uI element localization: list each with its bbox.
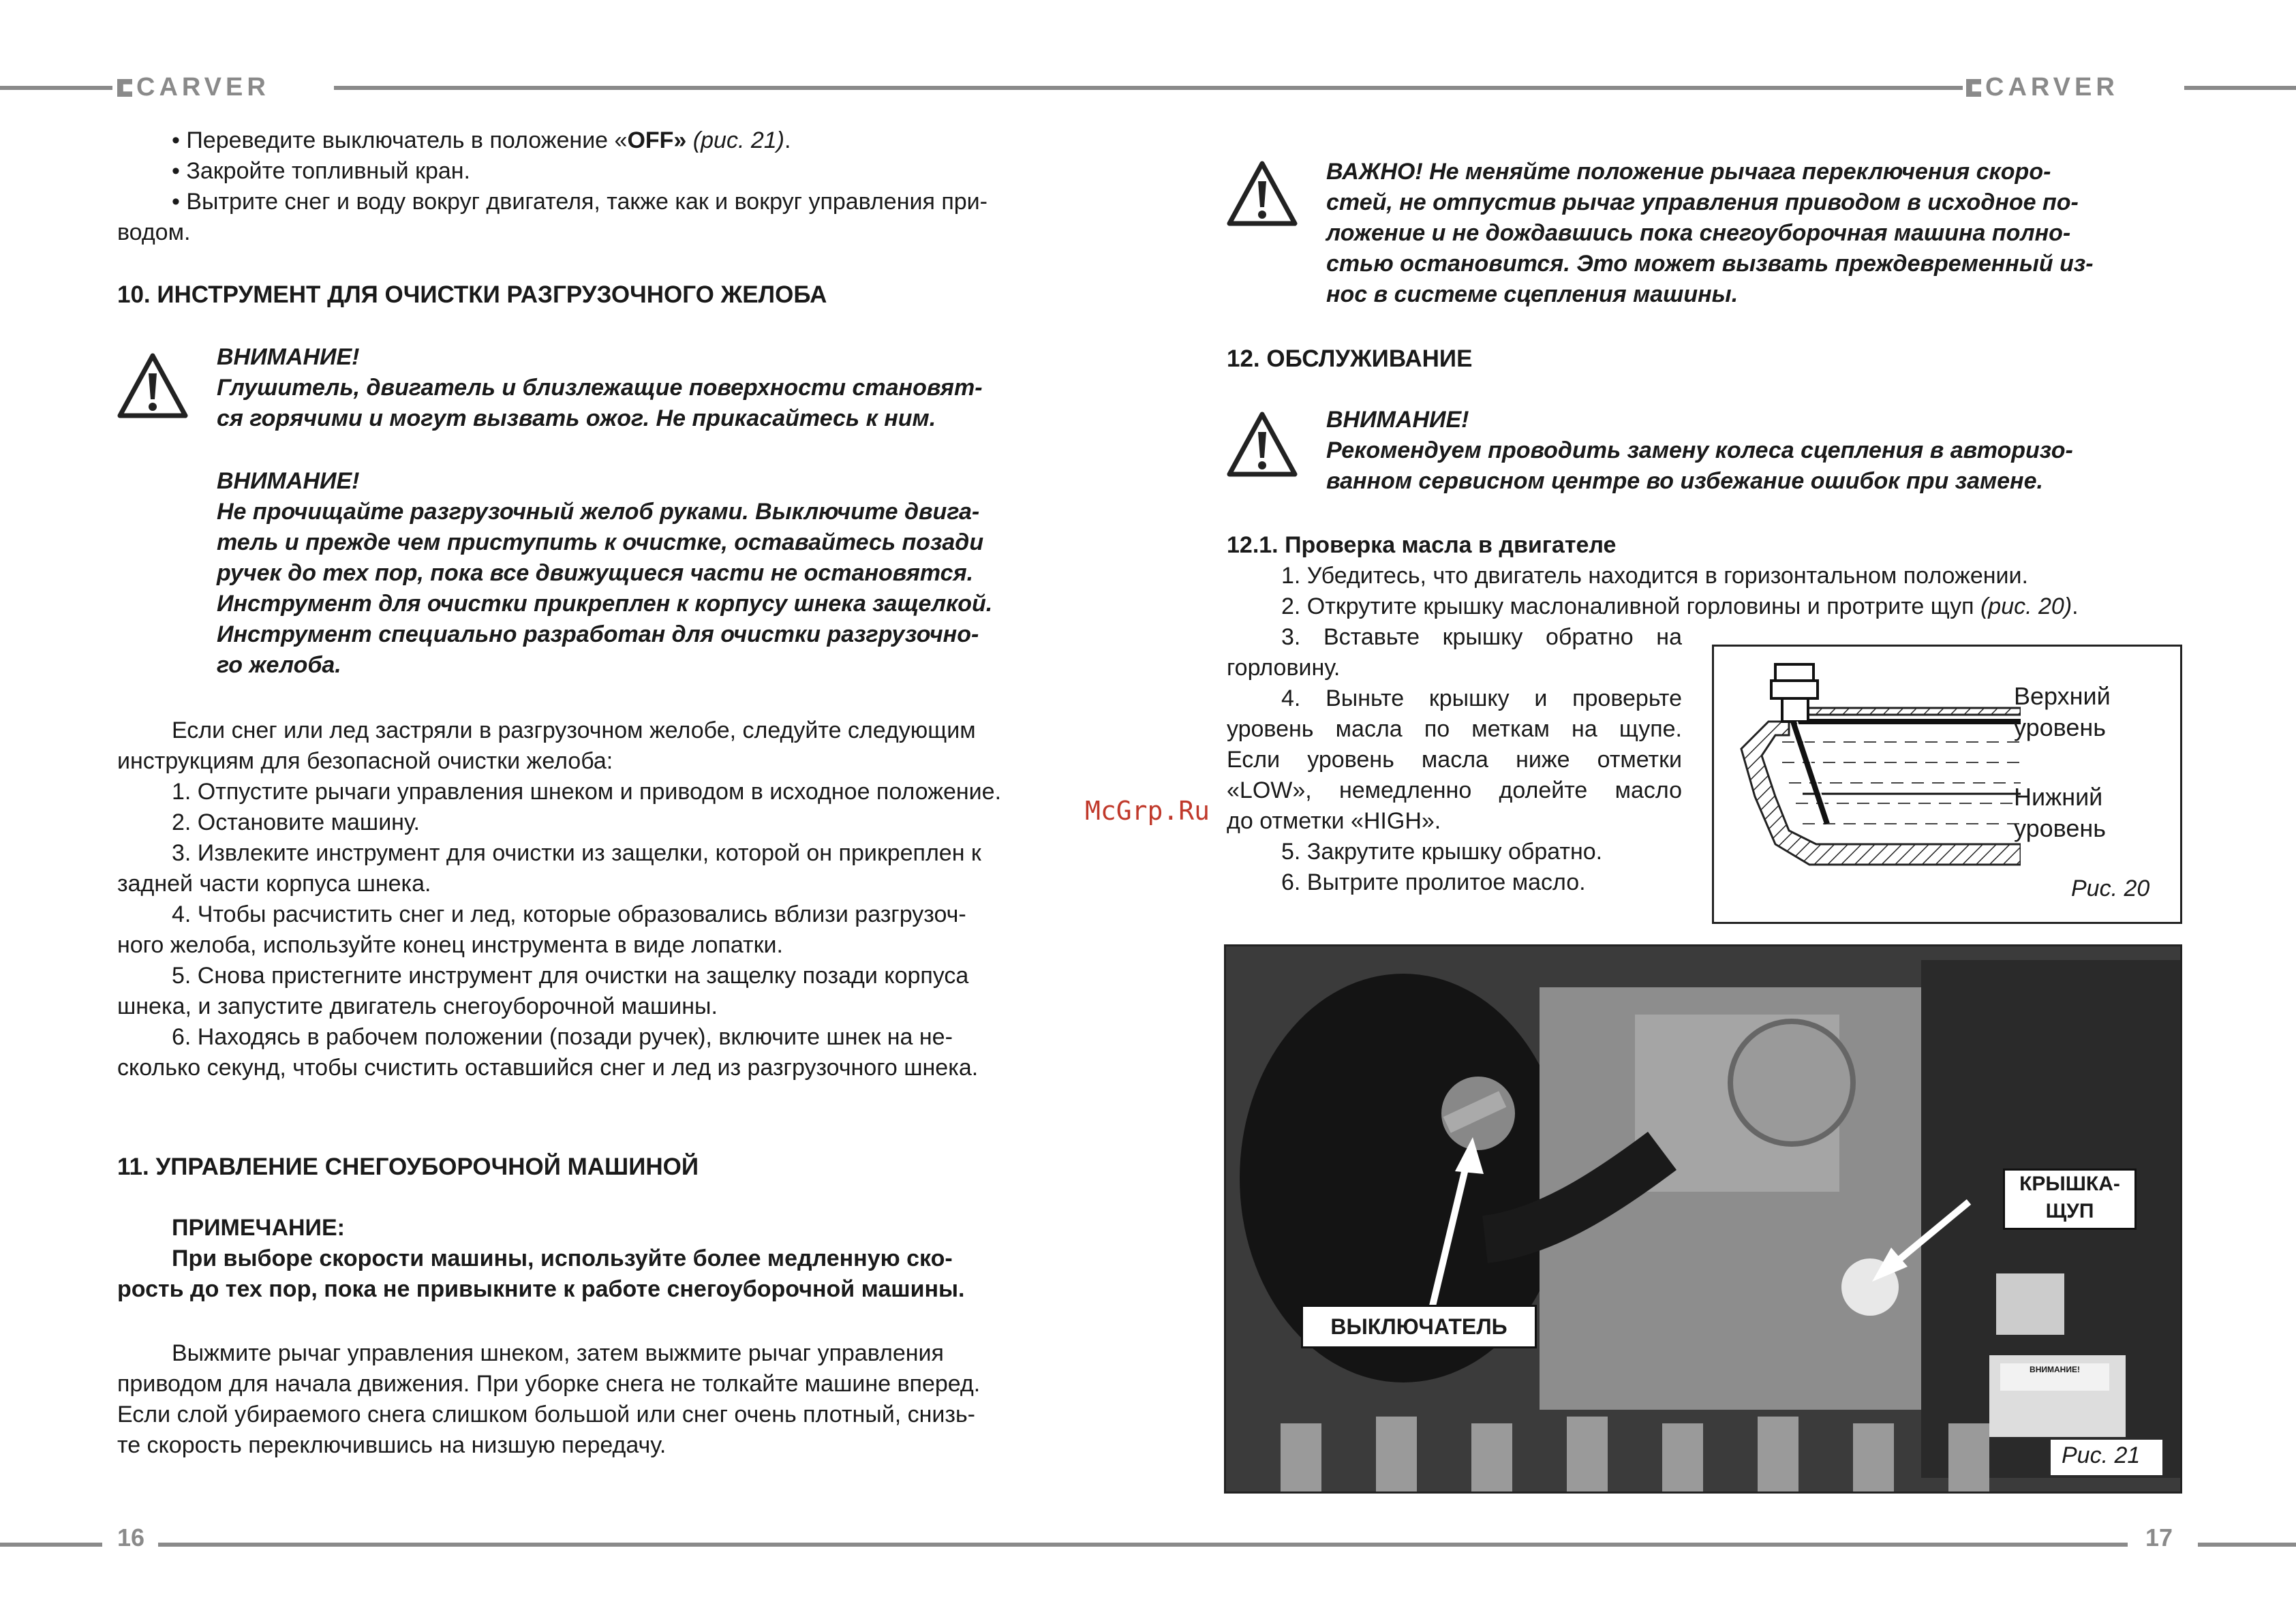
body-line: горловину. bbox=[1227, 655, 1341, 681]
intro-line-1: • Переведите выключатель в положение «OFF» (рис. 21). bbox=[172, 127, 791, 153]
warning-3-line: нос в системе сцепления машины. bbox=[1326, 281, 1739, 307]
section-12-1-narrow bbox=[1227, 622, 1682, 898]
carver-mark-icon bbox=[1966, 79, 1981, 97]
warning-2-line: тель и прежде чем приступить к очистке, оставайтесь позади bbox=[217, 529, 984, 555]
body-line: Если снег или лед застряли в разгрузочном желобе, следуйте следующим bbox=[172, 717, 976, 743]
section-12-1-title: 12.1. Проверка масла в двигателе bbox=[1227, 532, 1617, 558]
figure-20-caption: Рис. 20 bbox=[2071, 876, 2150, 901]
watermark: McGrp.Ru bbox=[1085, 796, 1210, 826]
body-line: 6. Вытрите пролитое масло. bbox=[1281, 869, 1586, 895]
body-line: 3. Вставьте крышку обратно на bbox=[1281, 624, 1682, 650]
header-rule-left bbox=[0, 86, 112, 90]
warning-2-line: Не прочищайте разгрузочный желоб руками. Выключите двига- bbox=[217, 499, 980, 525]
label-line: уровень bbox=[2014, 814, 2107, 842]
label-line: Нижний bbox=[2014, 783, 2103, 811]
warning-4-line: Рекомендуем проводить замену колеса сцепления в авторизо- bbox=[1326, 437, 2073, 463]
warning-sticker bbox=[2000, 1363, 2109, 1391]
brand-text: CARVER bbox=[1985, 73, 2119, 102]
warning-2-line: го желоба. bbox=[217, 652, 341, 678]
warning-1-line: Глушитель, двигатель и близлежащие поверхности становят- bbox=[217, 375, 983, 401]
section-12-title: 12. ОБСЛУЖИВАНИЕ bbox=[1227, 345, 1473, 372]
brand-logo-left bbox=[117, 72, 270, 102]
section-11-body bbox=[117, 1338, 1071, 1461]
callout-line: КРЫШКА- bbox=[2019, 1173, 2120, 1195]
dipstick-callout bbox=[2003, 1169, 2137, 1230]
warning-2 bbox=[217, 466, 1075, 681]
note-line: рость до тех пор, пока не привыкните к работе снегоуборочной машины. bbox=[117, 1276, 965, 1302]
oil-dipstick-diagram bbox=[1734, 660, 2021, 885]
body-line: задней части корпуса шнека. bbox=[117, 871, 431, 897]
warning-3-line: ложение и не дождавшись пока снегоуборочная машина полно- bbox=[1326, 220, 2071, 246]
intro-line-3: • Вытрите снег и воду вокруг двигателя, также как и вокруг управления при- bbox=[172, 189, 988, 215]
warning-2-line: Инструмент специально разработан для очистки разгрузочно- bbox=[217, 621, 979, 647]
note-line: При выборе скорости машины, используйте более медленную ско- bbox=[172, 1246, 953, 1271]
body-line: уровень масла по меткам на щупе. bbox=[1227, 716, 1682, 742]
upper-level-label bbox=[2014, 681, 2111, 743]
warning-2-line: Инструмент для очистки прикреплен к корпусу шнека защелкой. bbox=[217, 591, 993, 617]
switch-callout: ВЫКЛЮЧАТЕЛЬ bbox=[1301, 1305, 1537, 1348]
body-line: сколько секунд, чтобы счистить оставшийся снег и лед из разгрузочного шнека. bbox=[117, 1055, 979, 1081]
label-line: Верхний bbox=[2014, 682, 2111, 710]
warning-triangle-icon bbox=[117, 353, 188, 418]
note-block bbox=[117, 1213, 1071, 1305]
body-line: ного желоба, используйте конец инструмента в виде лопатки. bbox=[117, 932, 783, 958]
warning-2-line: ручек до тех пор, пока все движущиеся части не остановятся. bbox=[217, 560, 974, 586]
header-rule-center bbox=[334, 86, 1963, 90]
body-line: 4. Чтобы расчистить снег и лед, которые образовались вблизи разгрузоч- bbox=[172, 901, 966, 927]
warning-1-line: ся горячими и могут вызвать ожог. Не прикасайтесь к ним. bbox=[217, 405, 936, 431]
body-line: 5. Закрутите крышку обратно. bbox=[1281, 839, 1603, 865]
body-line: 5. Снова пристегните инструмент для очистки на защелку позади корпуса bbox=[172, 963, 969, 989]
body-line: Выжмите рычаг управления шнеком, затем выжмите рычаг управления bbox=[172, 1340, 944, 1366]
figure-21-photo bbox=[1224, 944, 2182, 1494]
sticker-text: ВНИМАНИЕ! bbox=[2030, 1365, 2080, 1374]
section-10-body bbox=[117, 715, 1071, 1083]
header-rule-right bbox=[2184, 86, 2296, 90]
page-number-right: 17 bbox=[2145, 1524, 2173, 1551]
figure-21-caption-box bbox=[2051, 1440, 2162, 1475]
warning-1 bbox=[217, 342, 1075, 434]
warning-3 bbox=[1326, 157, 2178, 310]
body-line: 2. Открутите крышку маслоналивной горловины и протрите щуп (рис. 20). bbox=[1281, 593, 2079, 619]
warning-4 bbox=[1326, 405, 2178, 497]
body-line: 1. Убедитесь, что двигатель находится в горизонтальном положении. bbox=[1281, 563, 2028, 589]
footer-rule-right bbox=[2198, 1543, 2296, 1547]
section-12-1 bbox=[1227, 530, 2181, 622]
body-line: 3. Извлеките инструмент для очистки из защелки, которой он прикреплен к bbox=[172, 840, 981, 866]
warning-triangle-icon bbox=[1227, 161, 1298, 226]
figure-20 bbox=[1712, 645, 2182, 924]
carver-mark-icon bbox=[117, 79, 132, 97]
warning-2-title: ВНИМАНИЕ! bbox=[217, 468, 360, 494]
figure-21-caption: Рис. 21 bbox=[2062, 1442, 2141, 1468]
callout-line: ЩУП bbox=[2045, 1200, 2094, 1222]
body-line: 2. Остановите машину. bbox=[172, 809, 420, 835]
warning-triangle-icon bbox=[1227, 412, 1298, 477]
brand-logo-right bbox=[1966, 72, 2119, 102]
warning-1-title: ВНИМАНИЕ! bbox=[217, 344, 360, 370]
body-line: шнека, и запустите двигатель снегоуборочной машины. bbox=[117, 993, 718, 1019]
intro-line-2: • Закройте топливный кран. bbox=[172, 158, 470, 184]
warning-4-title: ВНИМАНИЕ! bbox=[1326, 407, 1469, 433]
note-title: ПРИМЕЧАНИЕ: bbox=[172, 1215, 345, 1241]
page-number-left: 16 bbox=[117, 1524, 145, 1551]
body-line: инструкциям для безопасной очистки желоба: bbox=[117, 748, 613, 774]
body-line: Если уровень масла ниже отметки bbox=[1227, 747, 1682, 773]
brand-text: CARVER bbox=[136, 73, 270, 102]
body-line: те скорость переключившись на низшую передачу. bbox=[117, 1432, 667, 1458]
body-line: 6. Находясь в рабочем положении (позади ручек), включите шнек на не- bbox=[172, 1024, 953, 1050]
body-line: Если слой убираемого снега слишком большой или снег очень плотный, снизь- bbox=[117, 1402, 975, 1427]
body-line: «LOW», немедленно долейте масло bbox=[1227, 777, 1682, 803]
lower-level-label bbox=[2014, 782, 2106, 844]
warning-3-line: ВАЖНО! Не меняйте положение рычага переключения скоро- bbox=[1326, 159, 2051, 185]
section-11-title: 11. УПРАВЛЕНИЕ СНЕГОУБОРОЧНОЙ МАШИНОЙ bbox=[117, 1154, 699, 1180]
body-line: 4. Выньте крышку и проверьте bbox=[1281, 685, 1682, 711]
label-line: уровень bbox=[2014, 713, 2107, 741]
body-line: 1. Отпустите рычаги управления шнеком и приводом в исходное положение. bbox=[172, 779, 1002, 805]
warning-3-line: стей, не отпустив рычаг управления приводом в исходное по- bbox=[1326, 189, 2079, 215]
intro-line-4: водом. bbox=[117, 219, 191, 245]
section-10-title: 10. ИНСТРУМЕНТ ДЛЯ ОЧИСТКИ РАЗГРУЗОЧНОГО ЖЕЛОБА bbox=[117, 281, 827, 308]
left-intro bbox=[117, 125, 1071, 248]
body-line: приводом для начала движения. При уборке снега не толкайте машине вперед. bbox=[117, 1371, 981, 1397]
footer-rule-left bbox=[0, 1543, 102, 1547]
footer-rule-center bbox=[158, 1543, 2128, 1547]
warning-3-line: стью остановится. Это может вызвать преждевременный из- bbox=[1326, 251, 2094, 277]
body-line: до отметки «HIGH». bbox=[1227, 808, 1441, 834]
warning-4-line: ванном сервисном центре во избежание ошибок при замене. bbox=[1326, 468, 2043, 494]
